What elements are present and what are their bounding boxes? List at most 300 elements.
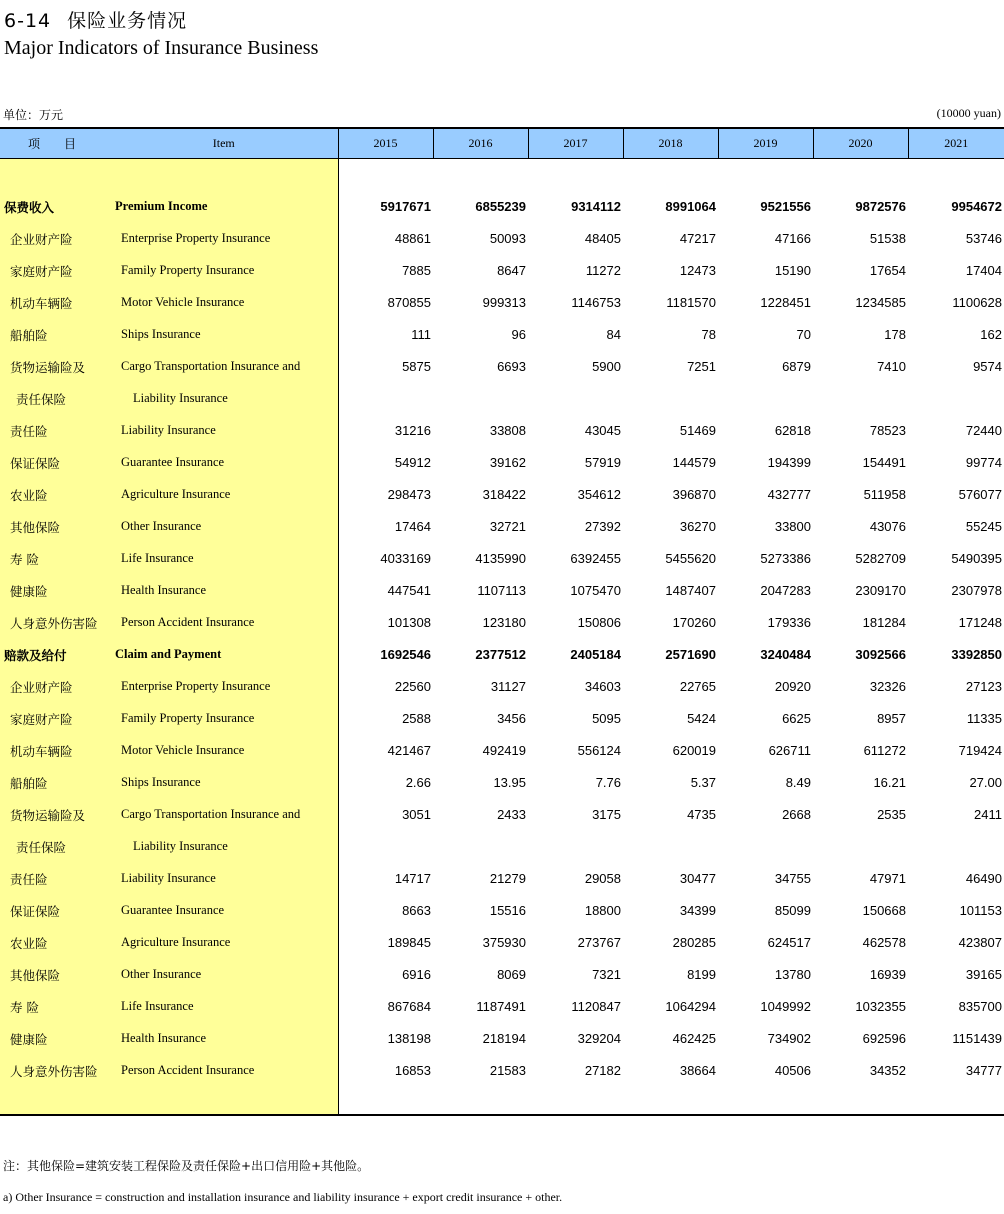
header-item-cn: 项 目 (0, 128, 110, 158)
value-cell: 462425 (672, 1031, 716, 1046)
value-cell: 7.76 (595, 775, 621, 790)
value-cell: 13780 (774, 967, 811, 982)
header-year: 2015 (338, 128, 433, 158)
value-cell: 150668 (862, 903, 906, 918)
value-cell: 2047283 (760, 583, 811, 598)
value-cell: 5490395 (951, 551, 1002, 566)
table-row (0, 1055, 1004, 1087)
row-label-cn: 企业财产险 (0, 671, 110, 703)
row-label-cn: 船舶险 (0, 767, 110, 799)
value-cell: 1075470 (570, 583, 621, 598)
value-cell: 867684 (338, 991, 433, 1023)
row-label-en: Liability Insurance (110, 863, 338, 895)
value-cell: 5917671 (338, 191, 433, 223)
value-cell: 6693 (497, 359, 526, 374)
row-label-en: Health Insurance (110, 1023, 338, 1055)
value-cell (338, 383, 433, 415)
row-label-cn: 人身意外伤害险 (0, 1055, 110, 1087)
value-cell: 36270 (679, 519, 716, 534)
value-cell: 1487407 (665, 583, 716, 598)
value-cell: 78 (701, 327, 716, 342)
table-row (0, 255, 1004, 287)
value-cell: 3392850 (951, 647, 1002, 662)
value-cell: 48861 (338, 223, 433, 255)
value-cell: 5095 (592, 711, 621, 726)
row-label-cn: 寿 险 (0, 543, 110, 575)
value-cell: 48405 (584, 231, 621, 246)
value-cell: 8069 (497, 967, 526, 982)
row-label-cn: 责任险 (0, 863, 110, 895)
row-label-en: Agriculture Insurance (110, 479, 338, 511)
value-cell: 620019 (672, 743, 716, 758)
value-cell: 16.21 (873, 775, 906, 790)
table-row (0, 319, 1004, 351)
value-cell: 8199 (687, 967, 716, 982)
page-title-en: Major Indicators of Insurance Business (4, 37, 319, 59)
value-cell: 8.49 (785, 775, 811, 790)
row-label-cn: 责任保险 (0, 383, 110, 415)
value-cell: 14717 (338, 863, 433, 895)
value-cell: 999313 (482, 295, 526, 310)
value-cell: 7885 (338, 255, 433, 287)
value-cell: 5455620 (665, 551, 716, 566)
row-label-en: Cargo Transportation Insurance and (110, 351, 338, 383)
value-cell: 34755 (774, 871, 811, 886)
value-cell: 835700 (958, 999, 1002, 1014)
value-cell: 11335 (966, 711, 1002, 726)
value-cell: 138198 (338, 1023, 433, 1055)
value-cell: 4735 (687, 807, 716, 822)
value-cell: 194399 (767, 455, 811, 470)
value-cell: 16939 (869, 967, 906, 982)
value-cell: 7321 (592, 967, 621, 982)
value-cell: 85099 (774, 903, 811, 918)
value-cell: 34603 (584, 679, 621, 694)
row-label-cn: 企业财产险 (0, 223, 110, 255)
value-cell: 9954672 (951, 199, 1002, 214)
header-year: 2020 (813, 128, 908, 158)
value-cell: 27392 (584, 519, 621, 534)
value-cell: 20920 (774, 679, 811, 694)
header-item-en: Item (110, 128, 338, 158)
value-cell: 51538 (869, 231, 906, 246)
table-row (0, 991, 1004, 1023)
value-cell: 2588 (338, 703, 433, 735)
value-cell: 432777 (767, 487, 811, 502)
table-row (0, 767, 1004, 799)
value-cell: 21583 (489, 1063, 526, 1078)
value-cell: 34777 (965, 1063, 1002, 1078)
value-cell (813, 383, 908, 415)
page-title-cn (4, 6, 187, 33)
value-cell: 9314112 (571, 199, 621, 214)
header-row (0, 128, 1004, 158)
table-row (0, 575, 1004, 607)
value-cell: 6625 (782, 711, 811, 726)
value-cell: 1692546 (338, 639, 433, 671)
value-cell: 2411 (974, 807, 1002, 822)
table-number: 6-14 (4, 10, 52, 32)
row-label-cn: 农业险 (0, 927, 110, 959)
value-cell: 447541 (338, 575, 433, 607)
value-cell: 101153 (959, 903, 1002, 918)
value-cell: 7410 (877, 359, 906, 374)
value-cell: 29058 (584, 871, 621, 886)
value-cell: 6879 (782, 359, 811, 374)
table-row (0, 927, 1004, 959)
value-cell: 162 (980, 327, 1002, 342)
value-cell: 34352 (869, 1063, 906, 1078)
row-label-en: Person Accident Insurance (110, 1055, 338, 1087)
value-cell (338, 831, 433, 863)
row-label-cn: 保证保险 (0, 447, 110, 479)
value-cell: 178 (884, 327, 906, 342)
value-cell: 70 (796, 327, 811, 342)
value-cell: 2668 (782, 807, 811, 822)
value-cell: 33808 (489, 423, 526, 438)
table-row (0, 671, 1004, 703)
value-cell: 46490 (965, 871, 1002, 886)
value-cell: 27123 (965, 679, 1002, 694)
value-cell: 280285 (672, 935, 716, 950)
value-cell: 511958 (863, 487, 906, 502)
value-cell: 15516 (489, 903, 526, 918)
table-row (0, 959, 1004, 991)
table-row (0, 1023, 1004, 1055)
value-cell: 1107113 (477, 583, 526, 598)
table-row (0, 351, 1004, 383)
value-cell (718, 383, 813, 415)
spacer-row (0, 158, 1004, 191)
value-cell: 692596 (862, 1031, 906, 1046)
row-label-en: Motor Vehicle Insurance (110, 287, 338, 319)
value-cell (908, 383, 1004, 415)
table-row (0, 703, 1004, 735)
value-cell (433, 383, 528, 415)
table-row (0, 639, 1004, 671)
value-cell: 492419 (482, 743, 526, 758)
table-row (0, 895, 1004, 927)
value-cell: 47166 (774, 231, 811, 246)
value-cell: 7251 (687, 359, 716, 374)
row-label-cn: 健康险 (0, 1023, 110, 1055)
table-row (0, 383, 1004, 415)
value-cell: 5273386 (760, 551, 811, 566)
value-cell: 27.00 (969, 775, 1002, 790)
row-label-cn: 人身意外伤害险 (0, 607, 110, 639)
value-cell: 870855 (338, 287, 433, 319)
value-cell: 218194 (482, 1031, 526, 1046)
value-cell: 18800 (584, 903, 621, 918)
row-label-en: Enterprise Property Insurance (110, 223, 338, 255)
value-cell: 3456 (497, 711, 526, 726)
value-cell: 8991064 (665, 199, 716, 214)
row-label-en: Health Insurance (110, 575, 338, 607)
value-cell: 273767 (577, 935, 621, 950)
value-cell: 6855239 (475, 199, 526, 214)
value-cell: 556124 (577, 743, 621, 758)
row-label-en: Liability Insurance (110, 415, 338, 447)
value-cell: 2307978 (951, 583, 1002, 598)
value-cell: 31216 (338, 415, 433, 447)
value-cell (813, 831, 908, 863)
value-cell: 154491 (862, 455, 906, 470)
value-cell: 6392455 (570, 551, 621, 566)
value-cell: 181284 (862, 615, 906, 630)
table-row (0, 447, 1004, 479)
value-cell: 3240484 (760, 647, 811, 662)
value-cell (908, 831, 1004, 863)
value-cell: 329204 (577, 1031, 621, 1046)
table-row (0, 831, 1004, 863)
value-cell: 53746 (965, 231, 1002, 246)
value-cell: 9872576 (855, 199, 906, 214)
value-cell: 4135990 (475, 551, 526, 566)
value-cell: 62818 (774, 423, 811, 438)
value-cell: 32326 (869, 679, 906, 694)
value-cell: 5.37 (690, 775, 716, 790)
value-cell: 11272 (585, 263, 621, 278)
value-cell: 50093 (489, 231, 526, 246)
table-row (0, 191, 1004, 223)
row-label-cn: 保证保险 (0, 895, 110, 927)
value-cell: 54912 (338, 447, 433, 479)
value-cell: 17404 (965, 263, 1002, 278)
row-label-cn: 家庭财产险 (0, 255, 110, 287)
footnote-en: a) Other Insurance = construction and installation insurance and liability insurance + export credit insurance + other. (3, 1190, 563, 1204)
value-cell: 1049992 (760, 999, 811, 1014)
value-cell: 150806 (577, 615, 621, 630)
value-cell: 32721 (489, 519, 526, 534)
value-cell: 4033169 (338, 543, 433, 575)
value-cell: 3175 (592, 807, 621, 822)
row-label-en: Ships Insurance (110, 767, 338, 799)
value-cell: 719424 (958, 743, 1002, 758)
insurance-table (0, 127, 1004, 1116)
value-cell: 1234585 (855, 295, 906, 310)
value-cell: 3092566 (855, 647, 906, 662)
value-cell: 2.66 (338, 767, 433, 799)
value-cell: 5424 (687, 711, 716, 726)
value-cell: 43045 (584, 423, 621, 438)
value-cell (528, 831, 623, 863)
value-cell: 30477 (679, 871, 716, 886)
value-cell: 78523 (869, 423, 906, 438)
value-cell: 1032355 (855, 999, 906, 1014)
value-cell: 34399 (679, 903, 716, 918)
value-cell: 111 (338, 319, 433, 351)
value-cell: 734902 (767, 1031, 811, 1046)
value-cell: 39165 (965, 967, 1002, 982)
value-cell: 396870 (672, 487, 716, 502)
title-cn-text: 保险业务情况 (67, 10, 188, 32)
value-cell: 57919 (584, 455, 621, 470)
value-cell: 144579 (672, 455, 716, 470)
value-cell (528, 383, 623, 415)
table-row (0, 511, 1004, 543)
value-cell: 21279 (489, 871, 526, 886)
value-cell (623, 383, 718, 415)
value-cell: 2535 (877, 807, 906, 822)
row-label-cn: 寿 险 (0, 991, 110, 1023)
value-cell: 611272 (863, 743, 906, 758)
value-cell: 13.95 (493, 775, 526, 790)
value-cell: 22560 (338, 671, 433, 703)
value-cell: 5900 (592, 359, 621, 374)
footnote-cn: 注：其他保险=建筑安装工程保险及责任保险+出口信用险+其他险。 (3, 1159, 370, 1173)
value-cell: 5282709 (855, 551, 906, 566)
table-row (0, 735, 1004, 767)
value-cell: 624517 (767, 935, 811, 950)
row-label-en: Other Insurance (110, 959, 338, 991)
value-cell: 9574 (973, 359, 1002, 374)
value-cell: 626711 (768, 743, 811, 758)
row-label-en: Guarantee Insurance (110, 447, 338, 479)
value-cell: 3051 (338, 799, 433, 831)
row-label-cn: 船舶险 (0, 319, 110, 351)
value-cell: 84 (606, 327, 621, 342)
value-cell: 171248 (958, 615, 1002, 630)
value-cell (718, 831, 813, 863)
value-cell: 1228451 (760, 295, 811, 310)
value-cell: 123180 (482, 615, 526, 630)
row-label-en: Life Insurance (110, 543, 338, 575)
header-year: 2018 (623, 128, 718, 158)
value-cell: 47217 (679, 231, 716, 246)
value-cell: 27182 (584, 1063, 621, 1078)
row-label-en: Ships Insurance (110, 319, 338, 351)
row-label-cn: 责任保险 (0, 831, 110, 863)
value-cell: 47971 (869, 871, 906, 886)
value-cell: 6916 (338, 959, 433, 991)
value-cell: 12473 (679, 263, 716, 278)
value-cell: 8663 (338, 895, 433, 927)
value-cell: 2309170 (855, 583, 906, 598)
value-cell (433, 831, 528, 863)
table-row (0, 863, 1004, 895)
row-label-en: Cargo Transportation Insurance and (110, 799, 338, 831)
row-label-cn: 健康险 (0, 575, 110, 607)
value-cell: 15190 (774, 263, 811, 278)
unit-label-en: (10000 yuan) (936, 106, 1001, 120)
value-cell: 5875 (338, 351, 433, 383)
value-cell: 1146753 (571, 295, 621, 310)
header-year: 2019 (718, 128, 813, 158)
header-year: 2016 (433, 128, 528, 158)
value-cell: 1120847 (571, 999, 621, 1014)
row-label-en: Other Insurance (110, 511, 338, 543)
value-cell: 72440 (965, 423, 1002, 438)
value-cell: 1187491 (476, 999, 526, 1014)
row-label-cn: 其他保险 (0, 511, 110, 543)
value-cell: 318422 (482, 487, 526, 502)
row-label-en: Liability Insurance (110, 831, 338, 863)
table-row (0, 287, 1004, 319)
table-row (0, 223, 1004, 255)
row-label-en: Enterprise Property Insurance (110, 671, 338, 703)
value-cell: 55245 (965, 519, 1002, 534)
value-cell: 423807 (958, 935, 1002, 950)
row-label-en: Premium Income (110, 191, 338, 223)
value-cell: 22765 (679, 679, 716, 694)
value-cell: 33800 (774, 519, 811, 534)
row-label-cn: 家庭财产险 (0, 703, 110, 735)
table-row (0, 415, 1004, 447)
value-cell: 2405184 (570, 647, 621, 662)
value-cell: 189845 (338, 927, 433, 959)
row-label-cn: 机动车辆险 (0, 735, 110, 767)
row-label-en: Agriculture Insurance (110, 927, 338, 959)
value-cell: 462578 (862, 935, 906, 950)
value-cell: 1064294 (665, 999, 716, 1014)
row-label-en: Claim and Payment (110, 639, 338, 671)
row-label-cn: 机动车辆险 (0, 287, 110, 319)
value-cell: 2433 (497, 807, 526, 822)
value-cell: 1181570 (666, 295, 716, 310)
row-label-en: Guarantee Insurance (110, 895, 338, 927)
row-label-en: Person Accident Insurance (110, 607, 338, 639)
value-cell: 375930 (482, 935, 526, 950)
value-cell: 51469 (679, 423, 716, 438)
value-cell: 96 (511, 327, 526, 342)
value-cell: 40506 (774, 1063, 811, 1078)
value-cell: 298473 (338, 479, 433, 511)
value-cell: 101308 (338, 607, 433, 639)
header-year: 2021 (908, 128, 1004, 158)
row-label-cn: 其他保险 (0, 959, 110, 991)
spacer-row (0, 1087, 1004, 1115)
value-cell: 2377512 (475, 647, 526, 662)
value-cell: 8957 (877, 711, 906, 726)
value-cell: 39162 (489, 455, 526, 470)
table-row (0, 479, 1004, 511)
table-row (0, 607, 1004, 639)
value-cell: 99774 (965, 455, 1002, 470)
value-cell: 2571690 (665, 647, 716, 662)
row-label-cn: 货物运输险及 (0, 799, 110, 831)
row-label-cn: 责任险 (0, 415, 110, 447)
value-cell: 9521556 (760, 199, 811, 214)
value-cell: 38664 (679, 1063, 716, 1078)
value-cell: 31127 (490, 679, 526, 694)
value-cell: 8647 (497, 263, 526, 278)
value-cell (623, 831, 718, 863)
row-label-cn: 赔款及给付 (0, 639, 110, 671)
unit-label-cn: 单位：万元 (3, 108, 64, 122)
value-cell: 1151439 (952, 1031, 1002, 1046)
row-label-en: Liability Insurance (110, 383, 338, 415)
row-label-cn: 保费收入 (0, 191, 110, 223)
value-cell: 43076 (869, 519, 906, 534)
row-label-cn: 农业险 (0, 479, 110, 511)
value-cell: 170260 (672, 615, 716, 630)
row-label-en: Motor Vehicle Insurance (110, 735, 338, 767)
header-year: 2017 (528, 128, 623, 158)
value-cell: 17464 (338, 511, 433, 543)
value-cell: 179336 (767, 615, 811, 630)
value-cell: 421467 (338, 735, 433, 767)
value-cell: 354612 (577, 487, 621, 502)
value-cell: 17654 (869, 263, 906, 278)
row-label-cn: 货物运输险及 (0, 351, 110, 383)
row-label-en: Life Insurance (110, 991, 338, 1023)
value-cell: 16853 (338, 1055, 433, 1087)
row-label-en: Family Property Insurance (110, 703, 338, 735)
table-row (0, 543, 1004, 575)
table-body (0, 158, 1004, 1115)
value-cell: 1100628 (952, 295, 1002, 310)
table-row (0, 799, 1004, 831)
